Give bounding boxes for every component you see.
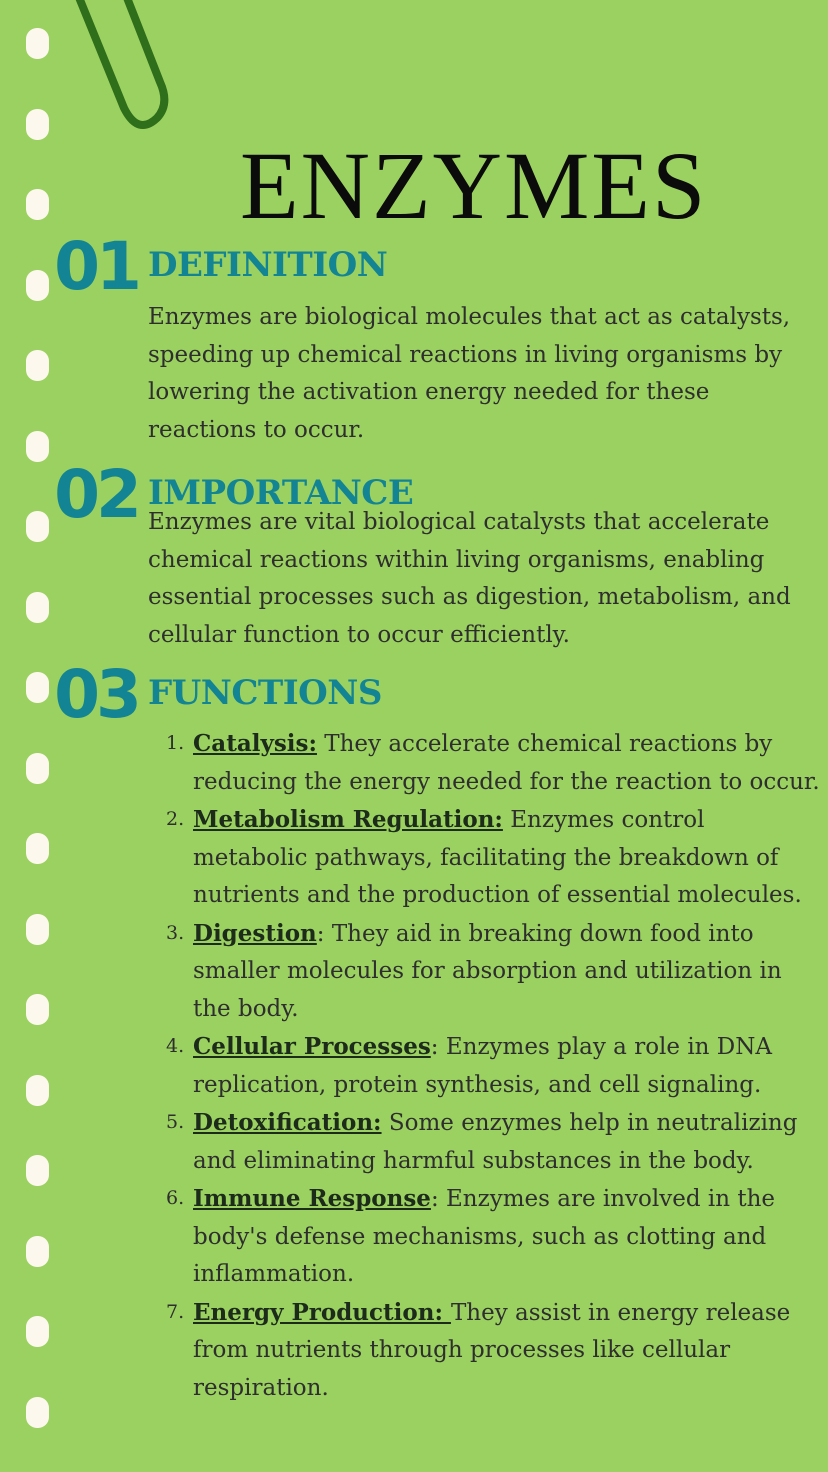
importance-text: Enzymes are vital biological catalysts that accelerate chemical reactions within living organisms, enabling essential processes such as digestion, metabolism, and cellular function to occur efficiently. xyxy=(148,509,791,648)
list-item xyxy=(166,1028,826,1104)
item-text: They assist in energy release from nutrients through processes like cellular respiration. xyxy=(193,1299,791,1401)
paperclip-icon xyxy=(62,0,182,140)
item-term: Metabolism Regulation: xyxy=(193,806,503,833)
item-number: 4. xyxy=(166,1035,185,1057)
list-item xyxy=(166,915,826,1029)
list-item xyxy=(166,1104,826,1180)
item-term: Immune Response xyxy=(193,1185,431,1212)
binder-hole xyxy=(26,1397,49,1428)
item-number: 7. xyxy=(166,1300,185,1323)
binder-holes xyxy=(26,28,50,1472)
item-number: 6. xyxy=(166,1187,185,1209)
binder-hole xyxy=(26,1075,49,1106)
item-text: Enzymes control metabolic pathways, facilitating the breakdown of nutrients and the production of essential molecules. xyxy=(193,807,802,908)
binder-hole xyxy=(26,914,49,945)
binder-hole xyxy=(26,350,49,381)
item-text: : Enzymes are involved in the body's defense mechanisms, such as clotting and inflammation. xyxy=(193,1186,776,1287)
item-text: : They aid in breaking down food into smaller molecules for absorption and utilization in the body. xyxy=(193,920,782,1022)
section-number-02: 02 xyxy=(54,456,138,533)
item-text: : Enzymes play a role in DNA replication, protein synthesis, and cell signaling. xyxy=(193,1034,772,1098)
binder-hole xyxy=(26,592,49,623)
list-item xyxy=(166,725,826,801)
item-term: Energy Production: xyxy=(193,1298,451,1326)
item-number: 2. xyxy=(166,808,185,830)
section-heading-definition: DEFINITION xyxy=(148,245,388,285)
item-number: 5. xyxy=(166,1111,185,1133)
section-number-01: 01 xyxy=(54,228,138,305)
item-term: Digestion xyxy=(193,919,317,947)
binder-hole xyxy=(26,28,49,59)
binder-hole xyxy=(26,189,49,220)
item-term: Detoxification: xyxy=(193,1109,382,1136)
section-number-03: 03 xyxy=(54,656,138,733)
binder-hole xyxy=(26,994,49,1025)
item-text: They accelerate chemical reactions by reducing the energy needed for the reaction to occur. xyxy=(193,731,820,795)
binder-hole xyxy=(26,431,49,462)
section-heading-importance: IMPORTANCE xyxy=(148,473,414,513)
binder-hole xyxy=(26,753,49,784)
item-term: Catalysis: xyxy=(193,730,317,757)
item-term: Cellular Processes xyxy=(193,1033,431,1060)
item-text: Some enzymes help in neutralizing and eliminating harmful substances in the body. xyxy=(193,1110,798,1174)
binder-hole xyxy=(26,672,49,703)
list-item xyxy=(166,801,826,915)
list-item xyxy=(166,1180,826,1294)
functions-list xyxy=(166,725,826,1407)
binder-hole xyxy=(26,833,49,864)
item-number: 3. xyxy=(166,921,185,944)
page-title: ENZYMES xyxy=(240,132,708,240)
binder-hole xyxy=(26,1236,49,1267)
list-item xyxy=(166,1294,826,1408)
binder-hole xyxy=(26,1316,49,1347)
item-number: 1. xyxy=(166,732,185,754)
definition-text: Enzymes are biological molecules that act as catalysts, speeding up chemical reactions in living organisms by lowering the activation energy needed for these reactions to occur. xyxy=(148,304,791,443)
binder-hole xyxy=(26,511,49,542)
section-heading-functions: FUNCTIONS xyxy=(148,673,382,713)
binder-hole xyxy=(26,270,49,301)
binder-hole xyxy=(26,109,49,140)
binder-hole xyxy=(26,1155,49,1186)
